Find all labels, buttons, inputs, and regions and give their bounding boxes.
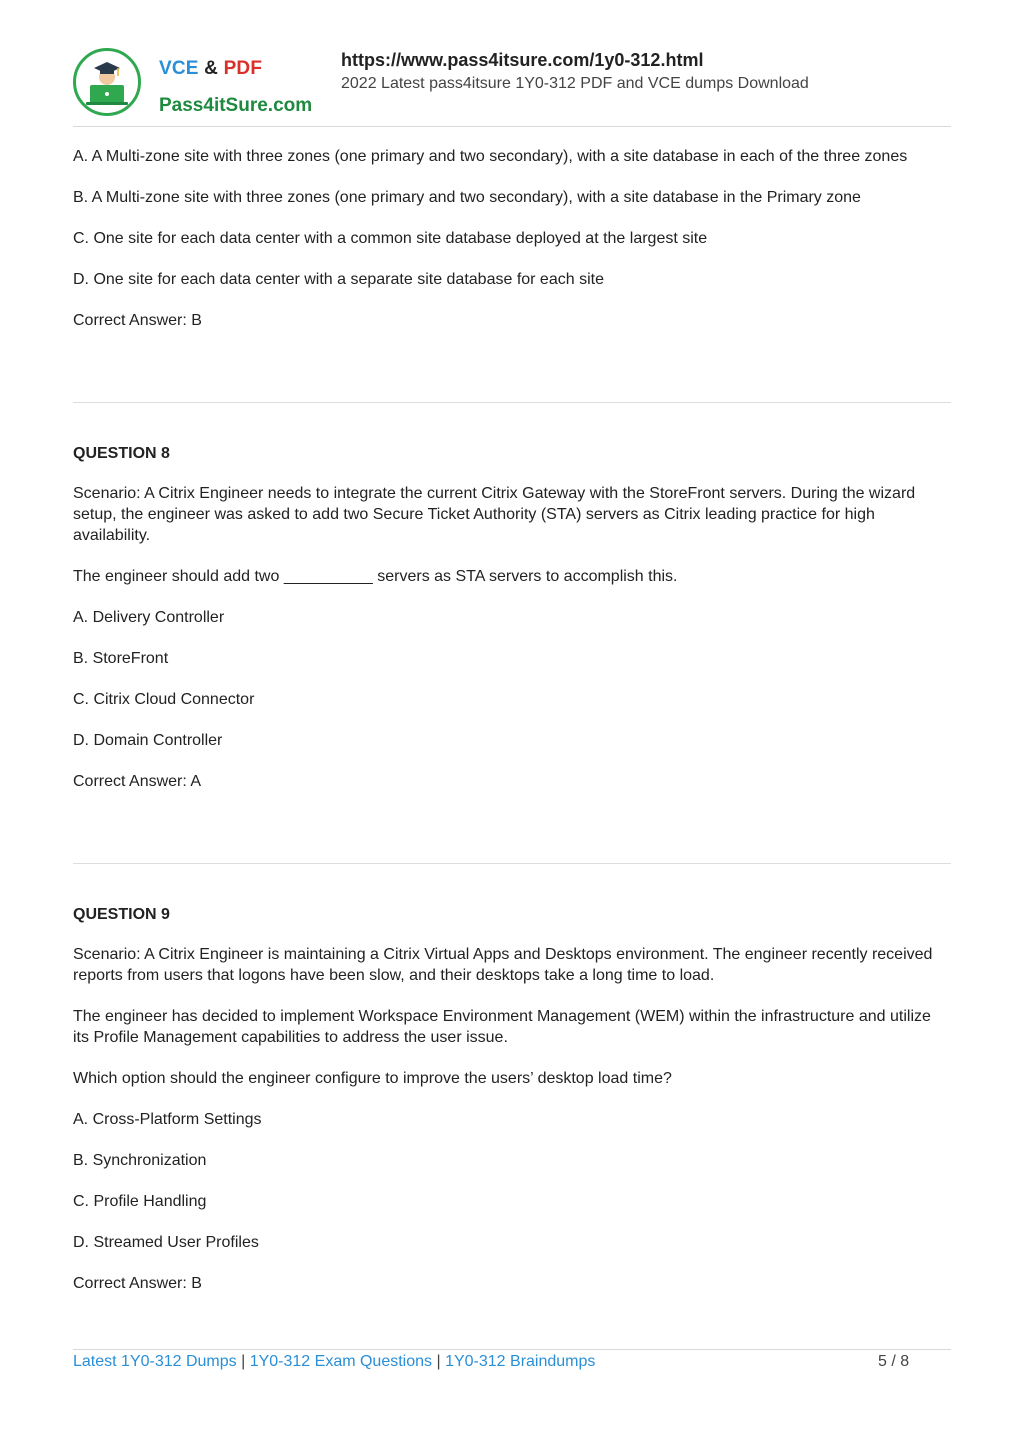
vce-pdf-logo xyxy=(73,48,318,122)
question-9-title: QUESTION 9 xyxy=(73,906,170,923)
page-header xyxy=(73,44,951,126)
question-8-title: QUESTION 8 xyxy=(73,445,170,462)
footer-link-braindumps[interactable]: 1Y0-312 Braindumps xyxy=(445,1353,596,1370)
q9-option-d: D. Streamed User Profiles xyxy=(73,1234,259,1251)
q8-prompt: The engineer should add two __________ servers as STA servers to accomplish this. xyxy=(73,568,678,585)
q9-prompt: Which option should the engineer configure to improve the users’ desktop load time? xyxy=(73,1070,672,1087)
q8-correct-answer: Correct Answer: A xyxy=(73,773,202,790)
logo-vce-text: VCE xyxy=(159,58,199,79)
logo-wordmark xyxy=(159,58,262,80)
q8-option-b: B. StoreFront xyxy=(73,650,169,667)
q7-option-b: B. A Multi-zone site with three zones (one primary and two secondary), with a site database in the Primary zone xyxy=(73,189,861,206)
q7-option-c: C. One site for each data center with a common site database deployed at the largest site xyxy=(73,230,708,247)
header-url[interactable]: https://www.pass4itsure.com/1y0-312.html xyxy=(341,50,704,70)
graduate-laptop-icon xyxy=(73,48,141,116)
q8-option-d: D. Domain Controller xyxy=(73,732,223,749)
q8-scenario: Scenario: A Citrix Engineer needs to integrate the current Citrix Gateway with the StoreFront servers. During the wizard setup, the engineer was asked to add two Secure Ticket Authority (STA) servers as Citrix leading practice for high availability. xyxy=(73,485,916,544)
q9-option-c: C. Profile Handling xyxy=(73,1193,207,1210)
q7-option-d: D. One site for each data center with a separate site database for each site xyxy=(73,271,604,288)
header-divider xyxy=(73,126,951,127)
logo-amp-text: & xyxy=(198,58,224,79)
footer-divider xyxy=(73,1349,951,1350)
q9-scenario: Scenario: A Citrix Engineer is maintaining a Citrix Virtual Apps and Desktops environment. The engineer recently received reports from users that logons have been slow, and their desktops take a long time to load. xyxy=(73,946,933,984)
header-subtitle: 2022 Latest pass4itsure 1Y0-312 PDF and VCE dumps Download xyxy=(341,75,809,92)
q8-option-a: A. Delivery Controller xyxy=(73,609,225,626)
footer-separator: | xyxy=(236,1353,250,1370)
q8-option-c: C. Citrix Cloud Connector xyxy=(73,691,255,708)
footer-links xyxy=(73,1353,595,1371)
footer-link-dumps[interactable]: Latest 1Y0-312 Dumps xyxy=(73,1353,237,1370)
page-footer xyxy=(73,1349,951,1370)
logo-site-name: Pass4itSure.com xyxy=(159,95,313,116)
q7-correct-answer: Correct Answer: B xyxy=(73,312,202,329)
logo-pdf-text: PDF xyxy=(223,58,263,79)
q9-detail: The engineer has decided to implement Workspace Environment Management (WEM) within the infrastructure and utilize its Profile Management capabilities to address the user issue. xyxy=(73,1008,931,1046)
footer-separator: | xyxy=(432,1353,446,1370)
header-text xyxy=(341,50,809,93)
q9-correct-answer: Correct Answer: B xyxy=(73,1275,202,1292)
q7-option-a: A. A Multi-zone site with three zones (one primary and two secondary), with a site database in each of the three zones xyxy=(73,148,908,165)
footer-link-exam-questions[interactable]: 1Y0-312 Exam Questions xyxy=(249,1353,433,1370)
page-number: 5 / 8 xyxy=(878,1353,910,1370)
page-content xyxy=(73,146,951,1314)
q9-option-b: B. Synchronization xyxy=(73,1152,207,1169)
q9-option-a: A. Cross-Platform Settings xyxy=(73,1111,262,1128)
